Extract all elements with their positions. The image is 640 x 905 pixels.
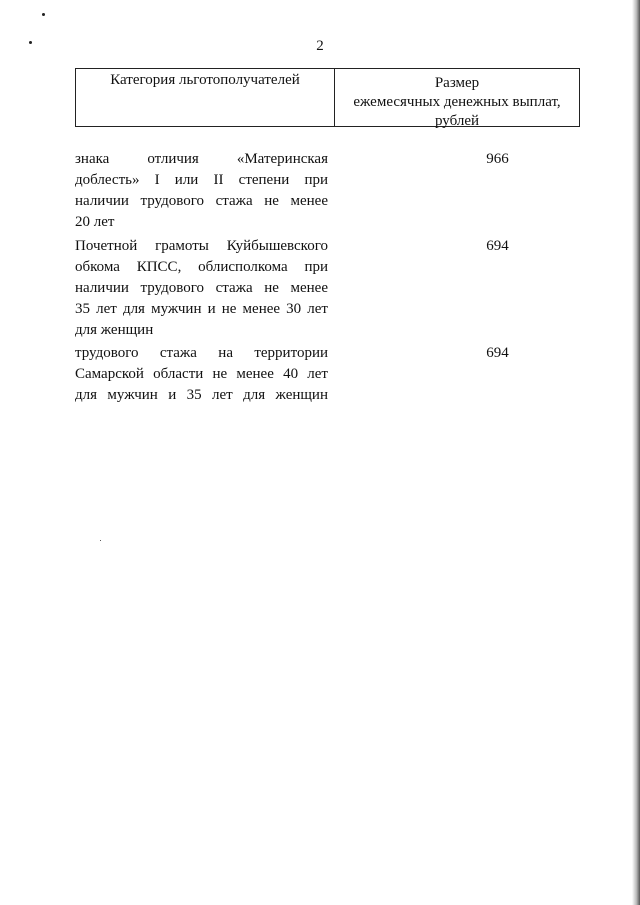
text-line: доблесть» I или II степени при: [75, 172, 328, 188]
header-amount-line: Размер: [434, 75, 480, 91]
text-line: Почетной грамоты Куйбышевского: [75, 238, 328, 254]
scan-edge-shadow: [632, 0, 640, 905]
header-category: Категория льготополучателей: [110, 72, 300, 88]
text-line: 35 лет для мужчин и не менее 30 лет: [75, 301, 328, 317]
amount-value: 694: [486, 345, 509, 361]
scan-speck: [100, 540, 101, 541]
text-line: наличии трудового стажа не менее: [75, 280, 328, 296]
text-line: трудового стажа на территории: [75, 345, 328, 361]
category-text: [75, 343, 328, 406]
table-row: [75, 343, 580, 406]
header-amount-line: ежемесячных денежных выплат,: [353, 94, 561, 110]
text-line: обкома КПСС, облисполкома при: [75, 259, 328, 275]
text-line: наличии трудового стажа не менее: [75, 193, 328, 209]
amount-value: 694: [486, 238, 509, 254]
text-line: 20 лет: [75, 214, 115, 230]
text-line: для мужчин и 35 лет для женщин: [75, 387, 328, 403]
table-header: [75, 68, 580, 127]
scan-speck: [42, 13, 45, 16]
header-amount: [335, 74, 579, 131]
table-row: [75, 236, 580, 341]
category-text: [75, 149, 328, 233]
text-line: Самарской области не менее 40 лет: [75, 366, 328, 382]
category-text: [75, 236, 328, 341]
amount-value: 966: [486, 151, 509, 167]
table-row: [75, 149, 580, 233]
text-line: знака отличия «Материнская: [75, 151, 328, 167]
header-amount-line: рублей: [434, 113, 480, 129]
page-number: 2: [316, 38, 324, 54]
text-line: для женщин: [75, 322, 154, 338]
